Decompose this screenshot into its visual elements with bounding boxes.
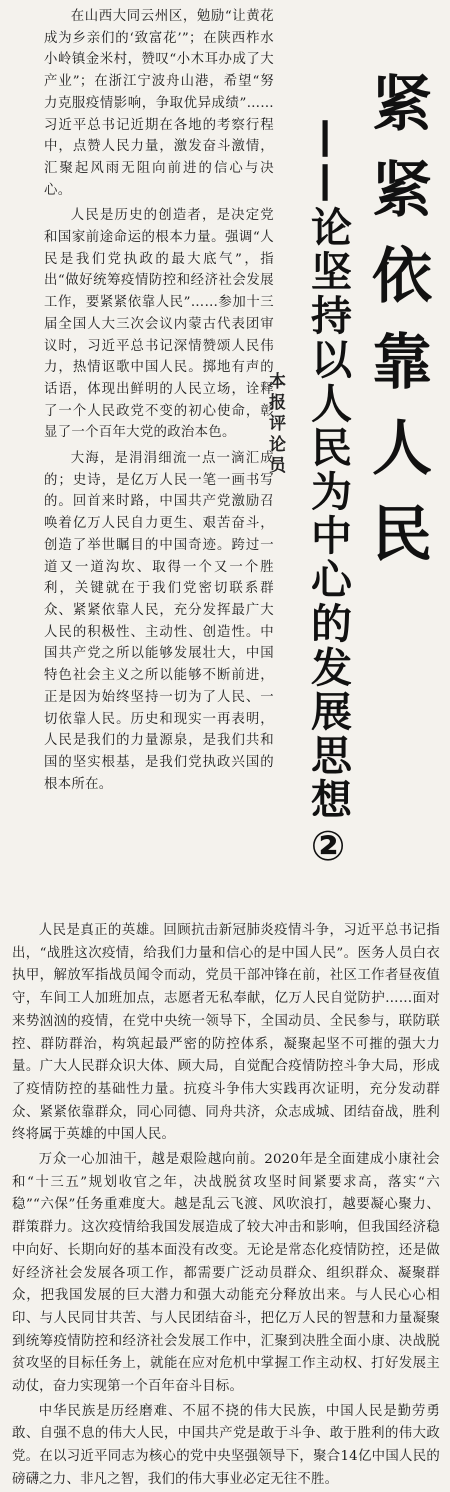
paragraph: 人民是真正的英雄。回顾抗击新冠肺炎疫情斗争，习近平总书记指出，“战胜这次疫情，给我们力量和信心的是中国人民”。医务人员白衣执甲，解放军指战员闻令而动，党员干部冲锋在前，社区工作者昼夜值守，车间工人加班加点，志愿者无私奉献，亿万人民自觉防护……面对来势汹汹的疫情，在党中央统一领导下，全国动员、全民参与，联防联控、群防群治，构筑起最严密的防控体系，凝聚起坚不可摧的强大力量。广大人民群众识大体、顾大局，自觉配合疫情防控斗争大局，形成了疫情防控的基础性力量。抗疫斗争伟大实践再次证明，充分发动群众、紧紧依靠群众，同心同德、同舟共济，众志成城、团结奋战，胜利终将属于英雄的中国人民。 bbox=[12, 923, 440, 1143]
paragraph: 万众一心加油干，越是艰险越向前。2020年是全面建成小康社会和“十三五”规划收官之年，决战脱贫攻坚时间紧要求高，落实“六稳”“六保”任务重难度大。越是乱云飞渡、风吹浪打，越要凝心聚力、群策群力。这次疫情给我国发展造成了较大冲击和影响，但我国经济稳中向好、长期向好的基本面没有改变。无论是常态化疫情防控，还是做好经济社会发展各项工作，都需要广泛动员群众、组织群众、凝聚群众，把我国发展的巨大潜力和强大动能充分释放出来。与人民心心相印、与人民同甘共苦、与人民团结奋斗，把亿万人民的智慧和力量凝聚到统筹疫情防控和经济社会发展工作中，汇聚到决胜全面小康、决战脱贫攻坚的目标任务上，就能在应对危机中掌握工作主动权、打好发展主动仗，奋力实现第一个百年奋斗目标。 bbox=[12, 1152, 440, 1395]
article-byline: 本报评论员 bbox=[265, 372, 285, 477]
paragraph: 大海，是涓涓细流一点一滴汇成的；史诗，是亿万人民一笔一画书写的。回首来时路，中国共产党激励召唤着亿万人民自力更生、艰苦奋斗，创造了举世瞩目的中国奇迹。跨过一道又一道沟坎、取得一个又一个胜利，关键就在于我们党密切联系群众、紧紧依靠人民，充分发挥最广大人民的积极性、主动性、创造性。中国共产党之所以能够发展壮大，中国特色社会主义之所以能够不断前进，正是因为始终坚持一切为了人民、一切依靠人民。历史和现实一再表明，人民是我们的力量源泉，是我们共和国的坚实根基，是我们党执政兴国的根本所在。 bbox=[44, 451, 274, 792]
paragraph: 人民是历史的创造者，是决定党和国家前途命运的根本力量。强调“人民是我们党执政的最大底气”，指出“做好统筹疫情防控和经济社会发展工作，要紧紧依靠人民”……参加十三届全国人大三次会议内蒙古代表团审议时，习近平总书记深情赞颂人民伟力，热情讴歌中国人民。掷地有声的话语，体现出鲜明的人民立场，诠释了一个人民政党不变的初心使命，彰显了一个百年大党的政治本色。 bbox=[44, 208, 274, 441]
full-width-text bbox=[12, 920, 440, 1492]
paragraph: 中华民族是历经磨难、不屈不挠的伟大民族，中国人民是勤劳勇敢、自强不息的伟大人民，中国共产党是敢于斗争、敢于胜利的伟大政党。在以习近平同志为核心的党中央坚强领导下，聚合14亿中国人民的磅礴之力、非凡之智，我们的伟大事业必定无往不胜。 bbox=[12, 1403, 440, 1487]
article-title: 紧紧依靠人民 bbox=[362, 72, 432, 588]
left-text-column bbox=[44, 6, 274, 799]
paragraph: 在山西大同云州区，勉励“让黄花成为乡亲们的‘致富花’”；在陕西柞水小岭镇金米村，赞叹“小木耳办成了大产业”；在浙江宁波舟山港，希望“努力克服疫情影响，争取优异成绩”……习近平总书记近期在各地的考察行程中，点赞人民力量，激发奋斗激情，汇聚起风雨无阻向前进的信心与决心。 bbox=[44, 9, 274, 198]
article-subtitle: ——论坚持以人民为中心的发展思想② bbox=[304, 118, 352, 873]
